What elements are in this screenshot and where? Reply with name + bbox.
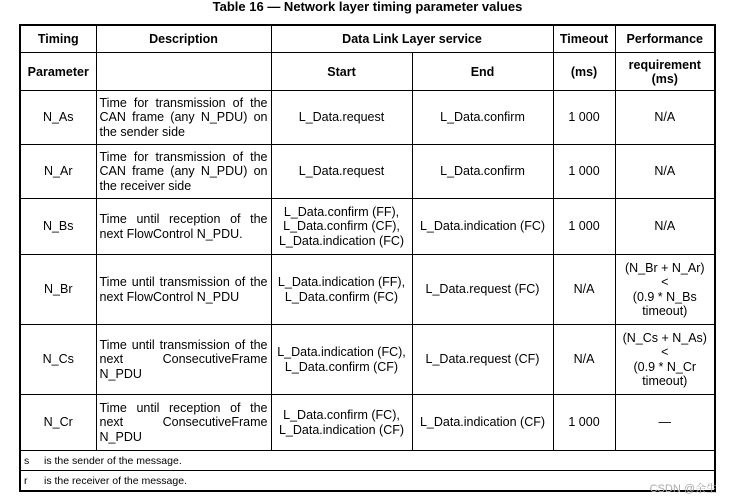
description-cell-line: next ConsecutiveFrame: [99, 415, 268, 430]
start-cell: [271, 145, 412, 199]
performance-cell-line: N/A: [654, 164, 676, 179]
start-cell-line: L_Data.indication (FC): [278, 233, 405, 248]
description-cell-line: the receiver side: [99, 178, 192, 193]
header-description: Description: [96, 25, 271, 53]
description-cell: [96, 91, 271, 145]
header-timing: Timing: [20, 25, 96, 53]
description-cell-line: Time until reception of the: [99, 212, 268, 226]
end-cell: L_Data.indication (FC): [412, 199, 553, 255]
description-cell-line: the sender side: [99, 124, 185, 139]
start-cell-line: L_Data.indication (CF): [278, 422, 405, 437]
start-cell-line: L_Data.indication (FC),: [277, 345, 406, 359]
performance-cell-line: —: [658, 415, 672, 430]
end-cell: L_Data.confirm: [412, 145, 553, 199]
performance-cell: [615, 199, 715, 255]
performance-cell-line: (N_Cs + N_As): [622, 330, 707, 345]
description-cell: [96, 325, 271, 395]
table-caption: Table 16 — Network layer timing parameter values: [212, 0, 523, 14]
description-cell-line: next FlowControl N_PDU: [99, 289, 240, 304]
description-cell-line: Time for transmission of the: [99, 95, 268, 110]
table-row: [20, 395, 715, 451]
header-timeout-unit: (ms): [553, 53, 615, 91]
performance-cell: [615, 145, 715, 199]
start-cell: [271, 91, 412, 145]
start-cell-line: L_Data.confirm (FC),: [283, 408, 400, 422]
table-row: [20, 325, 715, 395]
header-performance-req: requirement (ms): [615, 53, 715, 91]
param-cell: N_Br: [20, 255, 96, 325]
performance-cell-line: timeout): [642, 374, 688, 388]
start-cell-line: L_Data.confirm (FF),: [283, 204, 400, 219]
performance-cell-line: timeout): [642, 304, 688, 318]
performance-cell: [615, 255, 715, 325]
description-cell: [96, 395, 271, 451]
footnote-row: [20, 471, 715, 492]
param-cell: N_Bs: [20, 199, 96, 255]
table-row: [20, 145, 715, 199]
description-cell-line: N_PDU: [99, 366, 142, 381]
timeout-cell: 1 000: [553, 395, 615, 451]
performance-cell: [615, 395, 715, 451]
description-cell-line: next FlowControl N_PDU.: [99, 226, 243, 241]
description-cell: [96, 255, 271, 325]
performance-cell-line: <: [661, 275, 669, 289]
start-cell-line: L_Data.request: [298, 110, 385, 125]
description-cell-line: Time for transmission of the: [99, 149, 268, 164]
param-cell: N_Cr: [20, 395, 96, 451]
header-parameter: Parameter: [20, 53, 96, 91]
table-row: [20, 255, 715, 325]
start-cell: [271, 395, 412, 451]
start-cell-line: L_Data.confirm (CF): [284, 359, 399, 374]
header-start: Start: [271, 53, 412, 91]
header-description-blank: [96, 53, 271, 91]
timeout-cell: 1 000: [553, 91, 615, 145]
performance-cell-line: N/A: [654, 219, 676, 234]
performance-cell-line: (0.9 * N_Bs: [632, 289, 697, 304]
description-cell-line: Time until reception of the: [99, 400, 268, 415]
start-cell-line: L_Data.confirm (FC): [284, 289, 399, 304]
start-cell: [271, 255, 412, 325]
start-cell-line: L_Data.confirm (CF),: [283, 219, 400, 234]
start-cell: [271, 325, 412, 395]
timeout-cell: N/A: [553, 325, 615, 395]
performance-cell-line: (N_Br + N_Ar): [625, 260, 705, 275]
performance-cell-line: N/A: [654, 110, 676, 125]
performance-cell-line: (0.9 * N_Cr: [633, 359, 697, 374]
description-cell: [96, 145, 271, 199]
performance-cell: [615, 325, 715, 395]
description-cell-line: Time until transmission of the: [99, 337, 268, 352]
footnote-sender: s is the sender of the message.: [24, 454, 182, 467]
param-cell: N_Ar: [20, 145, 96, 199]
timeout-cell: N/A: [553, 255, 615, 325]
footnote-cell: [20, 471, 715, 492]
description-cell-line: CAN frame (any N_PDU) on: [99, 110, 268, 125]
description-cell: [96, 199, 271, 255]
start-cell: [271, 199, 412, 255]
watermark: CSDN @余生: [649, 483, 717, 495]
end-cell: L_Data.indication (CF): [412, 395, 553, 451]
table-body: [20, 91, 715, 451]
end-cell: L_Data.confirm: [412, 91, 553, 145]
param-cell: N_Cs: [20, 325, 96, 395]
timeout-cell: 1 000: [553, 199, 615, 255]
end-cell: L_Data.request (FC): [412, 255, 553, 325]
description-cell-line: Time until transmission of the: [99, 275, 268, 289]
end-cell: L_Data.request (CF): [412, 325, 553, 395]
header-dll-service: Data Link Layer service: [271, 25, 553, 53]
start-cell-line: L_Data.request: [298, 164, 385, 179]
footnote-row: [20, 451, 715, 471]
timeout-cell: 1 000: [553, 145, 615, 199]
description-cell-line: CAN frame (any N_PDU) on: [99, 164, 268, 179]
performance-cell: [615, 91, 715, 145]
table-row: [20, 199, 715, 255]
header-performance: Performance: [615, 25, 715, 53]
timing-parameter-table: [19, 24, 716, 492]
description-cell-line: N_PDU: [99, 429, 142, 444]
table-row: [20, 91, 715, 145]
start-cell-line: L_Data.indication (FF),: [277, 275, 406, 289]
header-timeout: Timeout: [553, 25, 615, 53]
performance-cell-line: <: [661, 345, 669, 359]
header-end: End: [412, 53, 553, 91]
param-cell: N_As: [20, 91, 96, 145]
footnote-receiver: r is the receiver of the message.: [24, 474, 187, 487]
description-cell-line: next ConsecutiveFrame: [99, 352, 268, 367]
footnote-cell: [20, 451, 715, 471]
